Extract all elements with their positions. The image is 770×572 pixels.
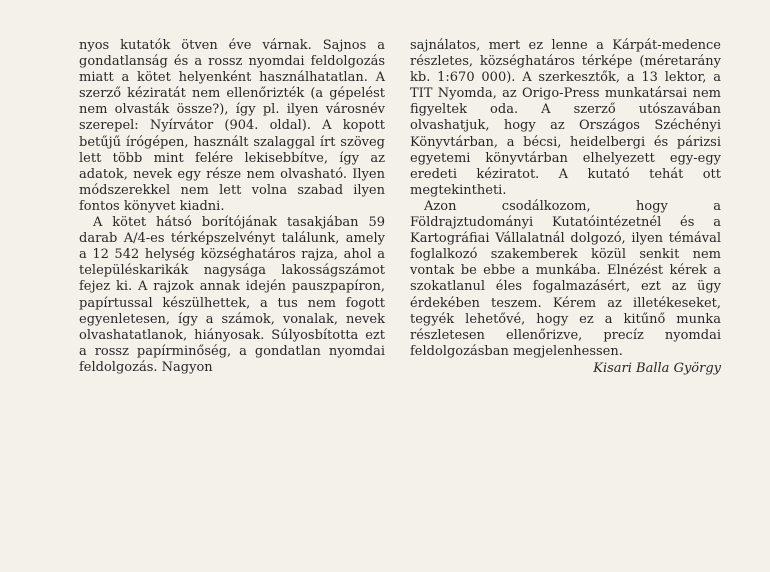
paragraph: Azon csodálkozom, hogy a Földrajztudományi Kutatóintézetnél és a Kartográfiai Vállalatnál dolgozó, ilyen témával foglalkozó szakemberek közül senkit nem vontak be ebbe a munkába. Elnézést kérek a szokatlanul éles fogalmazásért, ezt az ügy érdekében teszem. Kérem az illetékeseket, tegyék lehetővé, hogy ez a kitűnő munka részletesen ellenőrizve, precíz nyomdai feldolgozásban megjelenhessen. (410, 198, 721, 359)
author-signature: Kisari Balla György (593, 360, 721, 376)
left-column (79, 38, 385, 376)
right-column (410, 38, 721, 377)
paragraph: nyos kutatók ötven éve várnak. Sajnos a gondatlanság és a rossz nyomdai feldolgozás miatt a kötet helyenként használhatatlan. A szerző kéziratát nem ellenőrizték (a gépelést nem olvasták össze?), így pl. ilyen városnév szerepel: Nyírvátor (904. oldal). A kopott betűjű írógépen, használt szalaggal írt szöveg lett több mint felére lekisebbítve, így az adatok, nevek egy része nem olvasható. Ilyen módszerekkel nem lett volna szabad ilyen fontos könyvet kiadni. (79, 38, 385, 214)
paragraph: sajnálatos, mert ez lenne a Kárpát-medence részletes, községhatáros térképe (méretarány kb. 1:670 000). A szerkesztők, a 13 lektor, a TIT Nyomda, az Origo-Press munkatársai nem figyeltek oda. A szerző utószavában olvashatjuk, hogy az Országos Széchényi Könyvtárban, a bécsi, heidelbergi és párizsi egyetemi könyvtárban elhelyezett egy-egy eredeti kéziratot. A kutató tehát ott megtekintheti. (410, 38, 721, 198)
paragraph: A kötet hátsó borítójának tasakjában 59 darab A/4-es térképszelvényt találunk, amely a 12 542 helység községhatáros rajza, ahol a településkarikák nagysága lakosságszámot fejez ki. A rajzok annak idején pauszpapíron, papírtussal készülhettek, a tus nem fogott egyenletesen, így a számok, vonalak, nevek olvashatatlanok, hiányosak. Súlyosbította ezt a rossz papírminőség, a gondatlan nyomdai feldolgozás. Nagyon (79, 215, 385, 375)
